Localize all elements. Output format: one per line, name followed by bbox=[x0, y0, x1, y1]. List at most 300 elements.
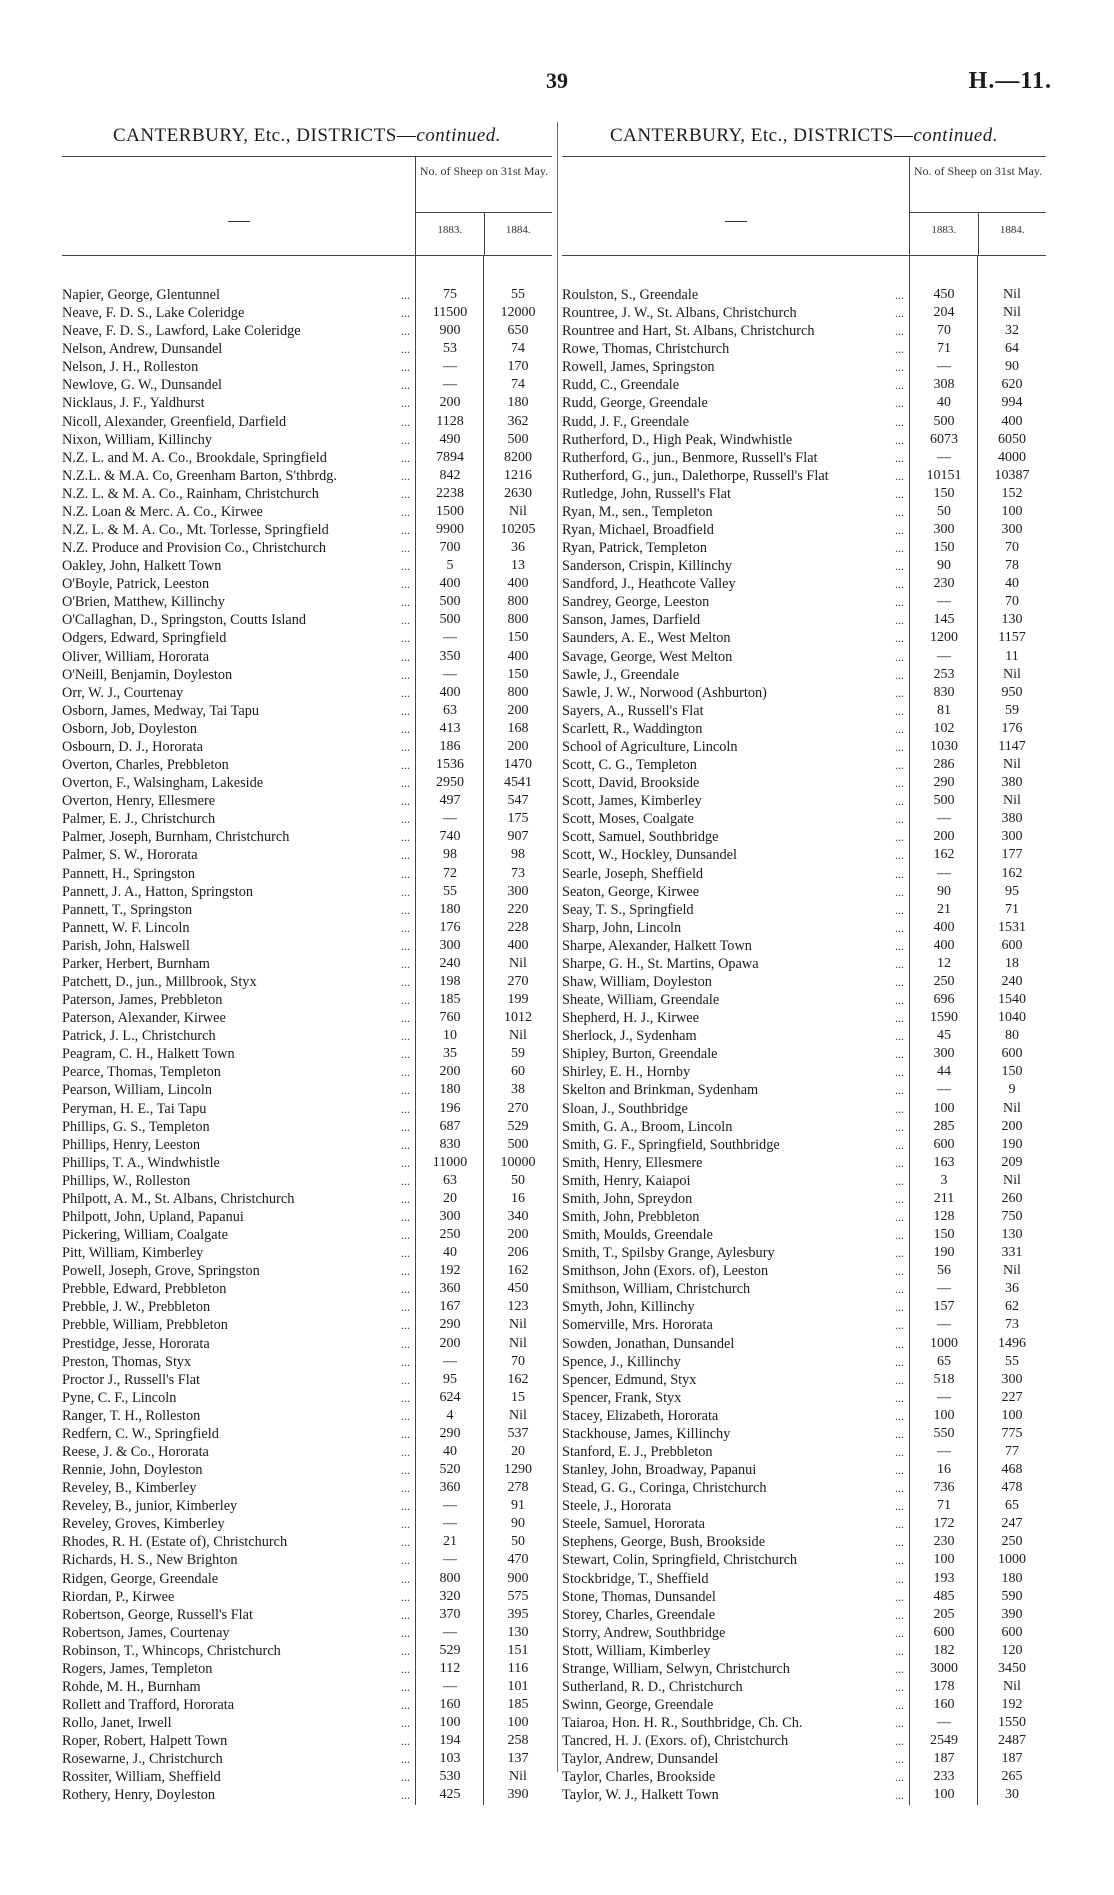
sheep-1884: 64 bbox=[1005, 341, 1019, 357]
sheep-1883: 10 bbox=[443, 1028, 457, 1044]
owner-name bbox=[562, 1262, 910, 1280]
owner-name-text: Scott, C. G., Templeton bbox=[562, 757, 697, 774]
sheep-1884: 9 bbox=[1008, 1082, 1016, 1098]
sheep-1884: 60 bbox=[511, 1064, 525, 1080]
sheep-1883: 160 bbox=[439, 1697, 461, 1713]
sheep-1883: 1030 bbox=[930, 738, 958, 754]
owner-name-text: Rollo, Janet, Irwell bbox=[62, 1715, 172, 1732]
owner-name bbox=[562, 1298, 910, 1316]
sheep-1884: 170 bbox=[507, 359, 529, 375]
table-row bbox=[562, 1208, 1046, 1226]
owner-name bbox=[62, 1154, 416, 1172]
sheep-1884: Nil bbox=[1003, 287, 1021, 302]
owner-name bbox=[562, 1154, 910, 1172]
owner-name-text: Rountree and Hart, St. Albans, Christchurch bbox=[562, 323, 815, 340]
owner-name bbox=[62, 1172, 416, 1190]
table-row bbox=[562, 1045, 1046, 1063]
leader-dots: ... bbox=[401, 1226, 410, 1244]
owner-name-text: Nixon, William, Killinchy bbox=[62, 431, 213, 448]
owner-name-text: Spencer, Edmund, Styx bbox=[562, 1371, 697, 1388]
owner-name-text: Stead, G. G., Coringa, Christchurch bbox=[562, 1480, 767, 1497]
table-row bbox=[62, 521, 552, 539]
leader-dots: ... bbox=[895, 322, 904, 340]
leader-dots: ... bbox=[895, 1461, 904, 1479]
leader-dots: ... bbox=[895, 865, 904, 883]
leader-dots: ... bbox=[895, 340, 904, 358]
owner-name bbox=[562, 1660, 910, 1678]
sheep-1883: 35 bbox=[443, 1046, 457, 1062]
sheep-1883: 290 bbox=[439, 1425, 461, 1441]
sheep-1884: 775 bbox=[1001, 1425, 1023, 1441]
leader-dots: ... bbox=[895, 521, 904, 539]
leader-dots: ... bbox=[401, 1045, 410, 1063]
sheep-1883: 233 bbox=[933, 1769, 955, 1785]
sheep-1884: 70 bbox=[511, 1353, 525, 1369]
table-row bbox=[62, 1606, 552, 1624]
sheep-1884: 1531 bbox=[998, 919, 1026, 935]
table-row bbox=[562, 792, 1046, 810]
table-row bbox=[562, 413, 1046, 431]
table-row bbox=[62, 1533, 552, 1551]
sheep-1883: 529 bbox=[439, 1642, 461, 1658]
owner-name-text: Sawle, J., Greendale bbox=[562, 666, 680, 683]
sheep-1883: 736 bbox=[933, 1480, 955, 1496]
table-row bbox=[562, 322, 1046, 340]
sheep-1883: 290 bbox=[933, 775, 955, 791]
owner-name bbox=[62, 792, 416, 810]
table-row bbox=[62, 1642, 552, 1660]
sheep-1883: 900 bbox=[439, 323, 461, 339]
leader-dots: ... bbox=[895, 1009, 904, 1027]
owner-name-text: Steele, J., Hororata bbox=[562, 1498, 672, 1515]
owner-name-text: Swinn, George, Greendale bbox=[562, 1697, 714, 1714]
owner-name-text: Rudd, George, Greendale bbox=[562, 395, 708, 412]
owner-name-text: Taylor, W. J., Halkett Town bbox=[562, 1787, 719, 1804]
sheep-1883: 63 bbox=[443, 1172, 457, 1188]
leader-dots: ... bbox=[401, 666, 410, 684]
sheep-1884: 260 bbox=[1001, 1190, 1023, 1206]
sheep-1884: 150 bbox=[507, 630, 529, 646]
sheep-1884: 162 bbox=[507, 1371, 529, 1387]
leader-dots: ... bbox=[401, 629, 410, 647]
table-row bbox=[62, 449, 552, 467]
leader-dots: ... bbox=[401, 521, 410, 539]
leader-dots: ... bbox=[895, 431, 904, 449]
sheep-1884: Nil bbox=[1003, 1679, 1021, 1695]
leader-dots: ... bbox=[895, 846, 904, 864]
owner-name bbox=[62, 1606, 416, 1624]
owner-name bbox=[562, 413, 910, 431]
owner-name-text: Prebble, Edward, Prebbleton bbox=[62, 1281, 227, 1298]
sheep-1884: 265 bbox=[1001, 1769, 1023, 1785]
owner-name bbox=[62, 1624, 416, 1642]
sheep-1884: 12000 bbox=[500, 305, 536, 321]
sheep-1884: 468 bbox=[1001, 1462, 1023, 1478]
leader-dots: ... bbox=[401, 846, 410, 864]
leader-dots: ... bbox=[895, 1678, 904, 1696]
owner-name bbox=[62, 539, 416, 557]
owner-name-text: Saunders, A. E., West Melton bbox=[562, 630, 731, 647]
leader-dots: ... bbox=[895, 1425, 904, 1443]
sheep-1883: — bbox=[937, 449, 951, 465]
owner-name bbox=[562, 1786, 910, 1804]
sheep-1883: 90 bbox=[937, 883, 951, 899]
owner-name bbox=[562, 1335, 910, 1353]
owner-name bbox=[562, 1750, 910, 1768]
sheep-1884: 38 bbox=[511, 1082, 525, 1098]
owner-name bbox=[562, 593, 910, 611]
leader-dots: ... bbox=[401, 756, 410, 774]
owner-name-text: Palmer, S. W., Hororata bbox=[62, 847, 198, 864]
table-row bbox=[62, 1190, 552, 1208]
sheep-1883: 3000 bbox=[930, 1660, 958, 1676]
table-row bbox=[562, 1750, 1046, 1768]
sheep-1883: 102 bbox=[933, 720, 955, 736]
owner-name-text: Stott, William, Kimberley bbox=[562, 1642, 711, 1659]
sheep-1883: — bbox=[937, 1281, 951, 1297]
table-row bbox=[562, 1425, 1046, 1443]
owner-name bbox=[562, 774, 910, 792]
owner-name bbox=[562, 1244, 910, 1262]
sheep-1884: 177 bbox=[1001, 847, 1023, 863]
sheep-1884: 55 bbox=[511, 287, 525, 302]
sheep-1883: — bbox=[937, 865, 951, 881]
sheep-1884: 30 bbox=[1005, 1787, 1019, 1803]
sheep-1884: 130 bbox=[1001, 612, 1023, 628]
owner-name-text: Oakley, John, Halkett Town bbox=[62, 558, 222, 575]
sheep-1883: 200 bbox=[933, 829, 955, 845]
table-row bbox=[562, 1280, 1046, 1298]
sheep-1883: 425 bbox=[439, 1787, 461, 1803]
owner-name-text: Reveley, B., Kimberley bbox=[62, 1480, 197, 1497]
sheep-1883: 100 bbox=[439, 1715, 461, 1731]
owner-name bbox=[62, 1045, 416, 1063]
owner-name-text: Scott, W., Hockley, Dunsandel bbox=[562, 847, 737, 864]
sheep-1884: 73 bbox=[511, 865, 525, 881]
table-row bbox=[562, 937, 1046, 955]
table-row bbox=[562, 611, 1046, 629]
sheep-1883: 3 bbox=[940, 1172, 948, 1188]
owner-name-text: Patrick, J. L., Christchurch bbox=[62, 1028, 216, 1045]
table-row bbox=[562, 883, 1046, 901]
owner-name bbox=[62, 1353, 416, 1371]
leader-dots: ... bbox=[895, 1226, 904, 1244]
sheep-1884: 123 bbox=[507, 1299, 529, 1315]
sheep-1883: 178 bbox=[933, 1679, 955, 1695]
owner-name bbox=[62, 1316, 416, 1334]
owner-name-text: Smith, Henry, Ellesmere bbox=[562, 1154, 703, 1171]
leader-dots: ... bbox=[895, 883, 904, 901]
owner-name bbox=[62, 1714, 416, 1732]
left-column-heading bbox=[62, 122, 552, 150]
leader-dots: ... bbox=[401, 1081, 410, 1099]
leader-dots: ... bbox=[895, 1045, 904, 1063]
leader-dots: ... bbox=[895, 1750, 904, 1768]
sheep-1884: 59 bbox=[1005, 702, 1019, 718]
table-row bbox=[62, 1045, 552, 1063]
owner-name-text: Parish, John, Halswell bbox=[62, 937, 190, 954]
owner-name-text: Ryan, Patrick, Templeton bbox=[562, 540, 708, 557]
owner-name bbox=[562, 394, 910, 412]
sheep-1884: 71 bbox=[1005, 901, 1019, 917]
sheep-1884: 400 bbox=[507, 648, 529, 664]
sheep-1883: 204 bbox=[933, 305, 955, 321]
sheep-1884: 162 bbox=[1001, 865, 1023, 881]
table-row bbox=[62, 1009, 552, 1027]
owner-name bbox=[562, 1714, 910, 1732]
sheep-1883: 21 bbox=[937, 901, 951, 917]
owner-name bbox=[62, 1443, 416, 1461]
leader-dots: ... bbox=[401, 1768, 410, 1786]
sheep-1884: 137 bbox=[507, 1751, 529, 1767]
table-row bbox=[62, 1316, 552, 1334]
owner-name bbox=[562, 1407, 910, 1425]
leader-dots: ... bbox=[401, 1316, 410, 1334]
sheep-1884: 650 bbox=[507, 323, 529, 339]
sheep-1883: 112 bbox=[439, 1660, 461, 1676]
sheep-1884: 1290 bbox=[504, 1462, 532, 1478]
owner-name bbox=[62, 1533, 416, 1551]
table-row bbox=[62, 1497, 552, 1515]
owner-name-text: Smith, G. F., Springfield, Southbridge bbox=[562, 1136, 780, 1153]
owner-name-text: O'Boyle, Patrick, Leeston bbox=[62, 576, 210, 593]
sheep-1884: 1040 bbox=[998, 1010, 1026, 1026]
sheep-1883: 4 bbox=[446, 1407, 454, 1423]
sheep-1883: 53 bbox=[443, 341, 457, 357]
owner-name-text: Smith, Moulds, Greendale bbox=[562, 1227, 713, 1244]
owner-name-text: Rhodes, R. H. (Estate of), Christchurch bbox=[62, 1534, 288, 1551]
owner-name-text: Stanley, John, Broadway, Papanui bbox=[562, 1462, 757, 1479]
owner-name-text: Rennie, John, Doyleston bbox=[62, 1462, 203, 1479]
sheep-1884: 59 bbox=[511, 1046, 525, 1062]
table-row bbox=[562, 503, 1046, 521]
owner-name bbox=[562, 358, 910, 376]
right-heading-continued: continued. bbox=[913, 125, 999, 146]
sheep-1883: 360 bbox=[439, 1480, 461, 1496]
table-row bbox=[62, 557, 552, 575]
sheep-1883: 830 bbox=[439, 1136, 461, 1152]
leader-dots: ... bbox=[895, 991, 904, 1009]
owner-name-text: Storry, Andrew, Southbridge bbox=[562, 1624, 726, 1641]
leader-dots: ... bbox=[895, 1642, 904, 1660]
owner-name-text: Stephens, George, Bush, Brookside bbox=[562, 1534, 766, 1551]
left-year-1883: 1883. bbox=[437, 224, 463, 236]
owner-name-text: Osbourn, D. J., Hororata bbox=[62, 738, 203, 755]
owner-name bbox=[562, 720, 910, 738]
right-heading-text: CANTERBURY, Etc., DISTRICTS— bbox=[609, 125, 914, 146]
table-row bbox=[562, 304, 1046, 322]
sheep-1883: 497 bbox=[439, 793, 461, 809]
owner-name-text: N.Z.L. & M.A. Co, Greenham Barton, S'thbrdg. bbox=[62, 467, 337, 484]
sheep-1883: 250 bbox=[439, 1227, 461, 1243]
table-row bbox=[62, 991, 552, 1009]
leader-dots: ... bbox=[401, 340, 410, 358]
owner-name bbox=[562, 792, 910, 810]
sheep-1884: 800 bbox=[507, 612, 529, 628]
table-row bbox=[562, 1316, 1046, 1334]
sheep-1884: 152 bbox=[1001, 485, 1023, 501]
sheep-1883: 500 bbox=[439, 612, 461, 628]
sheep-1883: 145 bbox=[933, 612, 955, 628]
sheep-1883: 1536 bbox=[436, 757, 464, 773]
owner-name-text: Prebble, William, Prebbleton bbox=[62, 1317, 228, 1334]
owner-name bbox=[562, 1443, 910, 1461]
sheep-1884: 4541 bbox=[504, 775, 532, 791]
sheep-1884: 16 bbox=[511, 1190, 525, 1206]
sheep-1884: 150 bbox=[507, 666, 529, 682]
sheep-1884: 450 bbox=[507, 1281, 529, 1297]
sheep-1884: 270 bbox=[507, 1100, 529, 1116]
table-row bbox=[562, 1063, 1046, 1081]
leader-dots: ... bbox=[895, 1443, 904, 1461]
leader-dots: ... bbox=[895, 1298, 904, 1316]
owner-name-text: Rogers, James, Templeton bbox=[62, 1660, 213, 1677]
owner-name bbox=[562, 846, 910, 864]
owner-name-text: Smyth, John, Killinchy bbox=[562, 1299, 695, 1316]
table-row bbox=[562, 1606, 1046, 1624]
table-row bbox=[62, 865, 552, 883]
leader-dots: ... bbox=[895, 1407, 904, 1425]
leader-dots: ... bbox=[895, 449, 904, 467]
owner-name bbox=[62, 883, 416, 901]
sheep-1883: 286 bbox=[933, 757, 955, 773]
sheep-1884: 120 bbox=[1001, 1642, 1023, 1658]
sheep-1883: 300 bbox=[933, 1046, 955, 1062]
owner-name bbox=[562, 1027, 910, 1045]
leader-dots: ... bbox=[895, 1497, 904, 1515]
leader-dots: ... bbox=[401, 1750, 410, 1768]
sheep-1884: 620 bbox=[1001, 377, 1023, 393]
owner-name bbox=[62, 1081, 416, 1099]
leader-dots: ... bbox=[401, 1190, 410, 1208]
sheep-1883: 172 bbox=[933, 1516, 955, 1532]
leader-dots: ... bbox=[401, 702, 410, 720]
leader-dots: ... bbox=[895, 1732, 904, 1750]
table-row bbox=[562, 1118, 1046, 1136]
table-row bbox=[562, 1696, 1046, 1714]
table-row bbox=[62, 1786, 552, 1804]
owner-name bbox=[562, 1081, 910, 1099]
table-row bbox=[62, 828, 552, 846]
sheep-1884: 185 bbox=[507, 1697, 529, 1713]
table-row bbox=[562, 1570, 1046, 1588]
owner-name-text: Napier, George, Glentunnel bbox=[62, 287, 220, 303]
leader-dots: ... bbox=[895, 937, 904, 955]
table-row bbox=[62, 1732, 552, 1750]
table-row bbox=[62, 304, 552, 322]
owner-name bbox=[62, 1732, 416, 1750]
table-row bbox=[62, 467, 552, 485]
table-row bbox=[62, 883, 552, 901]
owner-name-text: Scarlett, R., Waddington bbox=[562, 720, 703, 737]
table-row bbox=[562, 575, 1046, 593]
owner-name-text: Smith, Henry, Kaiapoi bbox=[562, 1172, 691, 1189]
leader-dots: ... bbox=[401, 1100, 410, 1118]
table-row bbox=[562, 1479, 1046, 1497]
sheep-1883: 300 bbox=[933, 522, 955, 538]
leader-dots: ... bbox=[895, 1533, 904, 1551]
sheep-1883: 1590 bbox=[930, 1010, 958, 1026]
sheep-1883: 65 bbox=[937, 1353, 951, 1369]
owner-name-text: Robertson, James, Courtenay bbox=[62, 1624, 230, 1641]
sheep-1883: 11000 bbox=[432, 1154, 468, 1170]
sheep-1883: 740 bbox=[439, 829, 461, 845]
leader-dots: ... bbox=[895, 394, 904, 412]
leader-dots: ... bbox=[401, 503, 410, 521]
table-row bbox=[562, 449, 1046, 467]
owner-name bbox=[62, 1660, 416, 1678]
owner-name bbox=[62, 1678, 416, 1696]
table-row bbox=[562, 1714, 1046, 1732]
sheep-1883: 687 bbox=[439, 1118, 461, 1134]
sheep-1884: 600 bbox=[1001, 1624, 1023, 1640]
owner-name-text: N.Z. Loan & Merc. A. Co., Kirwee bbox=[62, 503, 263, 520]
sheep-1884: 32 bbox=[1005, 323, 1019, 339]
leader-dots: ... bbox=[401, 1335, 410, 1353]
sheep-1884: 4000 bbox=[998, 449, 1026, 465]
sheep-1883: 90 bbox=[937, 558, 951, 574]
table-row bbox=[62, 485, 552, 503]
sheep-1884: Nil bbox=[509, 1769, 527, 1785]
sheep-1884: 10205 bbox=[500, 522, 536, 538]
sheep-1883: 103 bbox=[439, 1751, 461, 1767]
sheep-1883: 193 bbox=[933, 1570, 955, 1586]
owner-name-text: Searle, Joseph, Sheffield bbox=[562, 865, 704, 882]
sheep-1883: — bbox=[443, 1679, 457, 1695]
leader-dots: ... bbox=[895, 593, 904, 611]
table-row bbox=[562, 810, 1046, 828]
table-row bbox=[562, 1786, 1046, 1804]
sheep-1883: 300 bbox=[439, 937, 461, 953]
sheep-1884: 175 bbox=[507, 811, 529, 827]
sheep-1883: 520 bbox=[439, 1462, 461, 1478]
owner-name bbox=[562, 1280, 910, 1298]
sheep-1883: 253 bbox=[933, 666, 955, 682]
leader-dots: ... bbox=[401, 1606, 410, 1624]
owner-name-text: Smith, John, Prebbleton bbox=[562, 1208, 700, 1225]
table-row bbox=[562, 756, 1046, 774]
sheep-1884: 192 bbox=[1001, 1697, 1023, 1713]
table-row bbox=[562, 955, 1046, 973]
sheep-1884: 907 bbox=[507, 829, 529, 845]
owner-name-text: Smith, John, Spreydon bbox=[562, 1190, 693, 1207]
sheep-1884: 529 bbox=[507, 1118, 529, 1134]
owner-name bbox=[562, 449, 910, 467]
owner-name bbox=[62, 648, 416, 666]
table-row bbox=[62, 1515, 552, 1533]
owner-name bbox=[562, 575, 910, 593]
table-row bbox=[562, 774, 1046, 792]
table-row bbox=[62, 955, 552, 973]
owner-name bbox=[62, 846, 416, 864]
table-row bbox=[62, 1389, 552, 1407]
owner-name-text: Reveley, B., junior, Kimberley bbox=[62, 1498, 238, 1515]
owner-name-text: Peagram, C. H., Halkett Town bbox=[62, 1046, 235, 1063]
leader-dots: ... bbox=[401, 1588, 410, 1606]
owner-name-text: N.Z. L. & M. A. Co., Mt. Torlesse, Springfield bbox=[62, 522, 329, 539]
sheep-1883: — bbox=[937, 594, 951, 610]
owner-name-text: Ridgen, George, Greendale bbox=[62, 1570, 219, 1587]
leader-dots: ... bbox=[401, 1389, 410, 1407]
owner-name-text: Sayers, A., Russell's Flat bbox=[562, 702, 704, 719]
sheep-1883: 95 bbox=[443, 1371, 457, 1387]
owner-name bbox=[62, 1208, 416, 1226]
owner-name bbox=[562, 1551, 910, 1569]
owner-name-text: Nelson, Andrew, Dunsandel bbox=[62, 341, 223, 358]
sheep-1883: 600 bbox=[933, 1624, 955, 1640]
table-row bbox=[62, 774, 552, 792]
leader-dots: ... bbox=[895, 539, 904, 557]
